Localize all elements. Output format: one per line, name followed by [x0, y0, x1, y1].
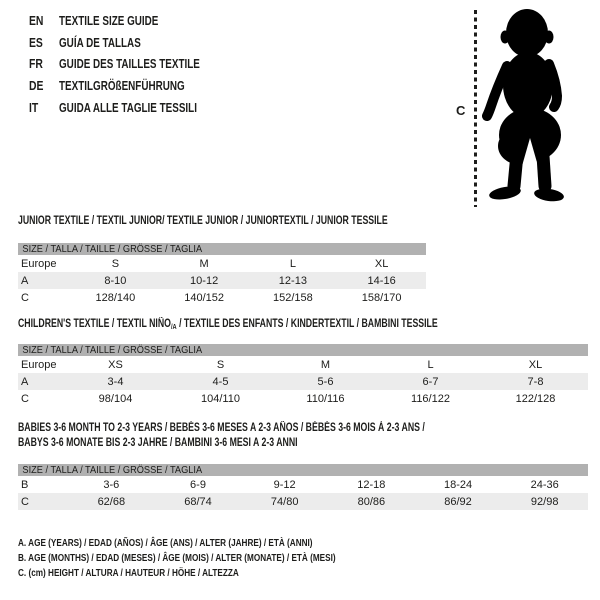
size-value-cell: 80/86: [357, 495, 386, 508]
language-code: DE: [29, 78, 44, 94]
language-title: TEXTILE SIZE GUIDE: [59, 13, 159, 29]
size-value-cell: 68/74: [184, 495, 212, 508]
language-code: EN: [29, 13, 44, 29]
table-row-europe: [18, 255, 426, 272]
language-row: [29, 10, 244, 32]
size-value-cell: 158/170: [361, 291, 402, 304]
language-title: GUÍA DE TALLAS: [59, 34, 141, 50]
language-title: TEXTILGRÖßENFÜHRUNG: [59, 78, 185, 94]
size-value-cell: 98/104: [98, 392, 133, 405]
size-value-cell: 10-12: [190, 274, 219, 287]
size-value-cell: 4-5: [212, 375, 229, 388]
size-value-cell: 86/92: [444, 495, 472, 508]
junior-size-table: [18, 243, 426, 306]
footnote-b: B. AGE (MONTHS) / EDAD (MESES) / ÂGE (MOIS) / ALTER (MONATE) / ETÀ (MESI): [18, 552, 336, 565]
row-label: C: [21, 495, 29, 508]
language-title: GUIDE DES TAILLES TEXTILE: [59, 56, 200, 72]
children-title-prefix: CHILDREN'S TEXTILE / TEXTIL NIÑO: [18, 318, 171, 330]
language-row: [29, 32, 244, 54]
table-row-age: [18, 272, 426, 289]
size-value-cell: L: [427, 358, 434, 371]
language-title-list: [29, 10, 244, 118]
table-row-height: [18, 493, 588, 510]
size-value-cell: 9-12: [273, 478, 296, 491]
size-value-cell: 110/116: [306, 392, 345, 405]
language-code: IT: [29, 99, 39, 115]
row-label: A: [21, 375, 29, 388]
height-measure-label: C: [456, 103, 466, 118]
language-row: [29, 53, 244, 75]
language-row: [29, 96, 244, 118]
size-header-label: SIZE / TALLA / TAILLE / GRÖSSE / TAGLIA: [22, 464, 203, 476]
children-size-table: [18, 344, 588, 407]
size-value-cell: 7-8: [527, 375, 544, 388]
table-row-age: [18, 373, 588, 390]
language-code: FR: [29, 56, 43, 72]
babies-size-table: [18, 464, 588, 510]
size-value-cell: 6-7: [422, 375, 439, 388]
language-title: GUIDA ALLE TAGLIE TESSILI: [59, 99, 197, 115]
size-value-cell: 12-18: [357, 478, 386, 491]
row-label: C: [21, 392, 29, 405]
size-value-cell: XS: [108, 358, 123, 371]
height-measure-dotted-line: [474, 10, 477, 207]
size-value-cell: 104/110: [201, 392, 240, 405]
baby-silhouette-icon: [481, 6, 581, 208]
row-label: A: [21, 274, 29, 287]
row-label: Europe: [21, 358, 57, 371]
size-header-row: [18, 344, 588, 356]
size-value-cell: M: [199, 257, 209, 270]
language-row: [29, 75, 244, 97]
size-value-cell: 116/122: [411, 392, 450, 405]
footnote-c: C. (cm) HEIGHT / ALTURA / HAUTEUR / HÖHE / ALTEZZA: [18, 567, 239, 580]
size-value-cell: 18-24: [443, 478, 473, 491]
babies-title-line2: BABYS 3-6 MONATE BIS 2-3 JAHRE / BAMBINI 3-6 MESI A 2-3 ANNI: [18, 437, 298, 449]
size-value-cell: 92/98: [530, 495, 559, 508]
table-row-europe: [18, 356, 588, 373]
size-value-cell: 128/140: [95, 291, 136, 304]
size-value-cell: 122/128: [515, 392, 556, 405]
size-value-cell: 8-10: [104, 274, 127, 287]
table-row-age-months: [18, 476, 588, 493]
size-value-cell: 12-13: [278, 274, 307, 287]
size-value-cell: 14-16: [367, 274, 396, 287]
children-title-subscript: /A: [170, 322, 177, 331]
size-value-cell: S: [216, 358, 225, 371]
table-row-height: [18, 390, 588, 407]
size-header-row: [18, 243, 426, 255]
size-value-cell: 152/158: [272, 291, 313, 304]
babies-title-line1: BABIES 3-6 MONTH TO 2-3 YEARS / BEBÉS 3-6 MESES A 2-3 AÑOS / BÉBÉS 3-6 MOIS À 2-3 ANS /: [18, 422, 425, 434]
row-label: C: [21, 291, 29, 304]
junior-table-title: JUNIOR TEXTILE / TEXTIL JUNIOR/ TEXTILE JUNIOR / JUNIORTEXTIL / JUNIOR TESSILE: [18, 215, 388, 227]
size-header-row: [18, 464, 588, 476]
size-value-cell: 3-4: [107, 375, 124, 388]
size-header-label: SIZE / TALLA / TAILLE / GRÖSSE / TAGLIA: [22, 344, 203, 356]
table-row-height: [18, 289, 426, 306]
size-value-cell: M: [320, 358, 331, 371]
size-value-cell: 24-36: [530, 478, 559, 491]
size-value-cell: XL: [528, 358, 543, 371]
footnote-a: A. AGE (YEARS) / EDAD (AÑOS) / ÂGE (ANS) / ALTER (JAHRE) / ETÀ (ANNI): [18, 537, 313, 549]
size-value-cell: 140/152: [184, 291, 224, 304]
size-value-cell: 3-6: [103, 478, 120, 491]
children-table-title: [18, 318, 438, 331]
row-label: B: [21, 478, 29, 491]
size-value-cell: 5-6: [317, 375, 334, 388]
size-value-cell: 74/80: [270, 495, 299, 508]
language-code: ES: [29, 34, 43, 50]
row-label: Europe: [21, 257, 57, 270]
size-header-label: SIZE / TALLA / TAILLE / GRÖSSE / TAGLIA: [22, 243, 203, 255]
size-value-cell: 62/68: [97, 495, 126, 508]
size-value-cell: S: [111, 257, 120, 270]
size-value-cell: 6-9: [190, 478, 206, 491]
babies-table-title: [18, 421, 425, 451]
size-value-cell: XL: [374, 257, 389, 270]
size-value-cell: L: [289, 257, 296, 270]
footnote-legend: [18, 536, 425, 582]
children-title-suffix: / TEXTILE DES ENFANTS / KINDERTEXTIL / BAMBINI TESSILE: [176, 318, 438, 330]
